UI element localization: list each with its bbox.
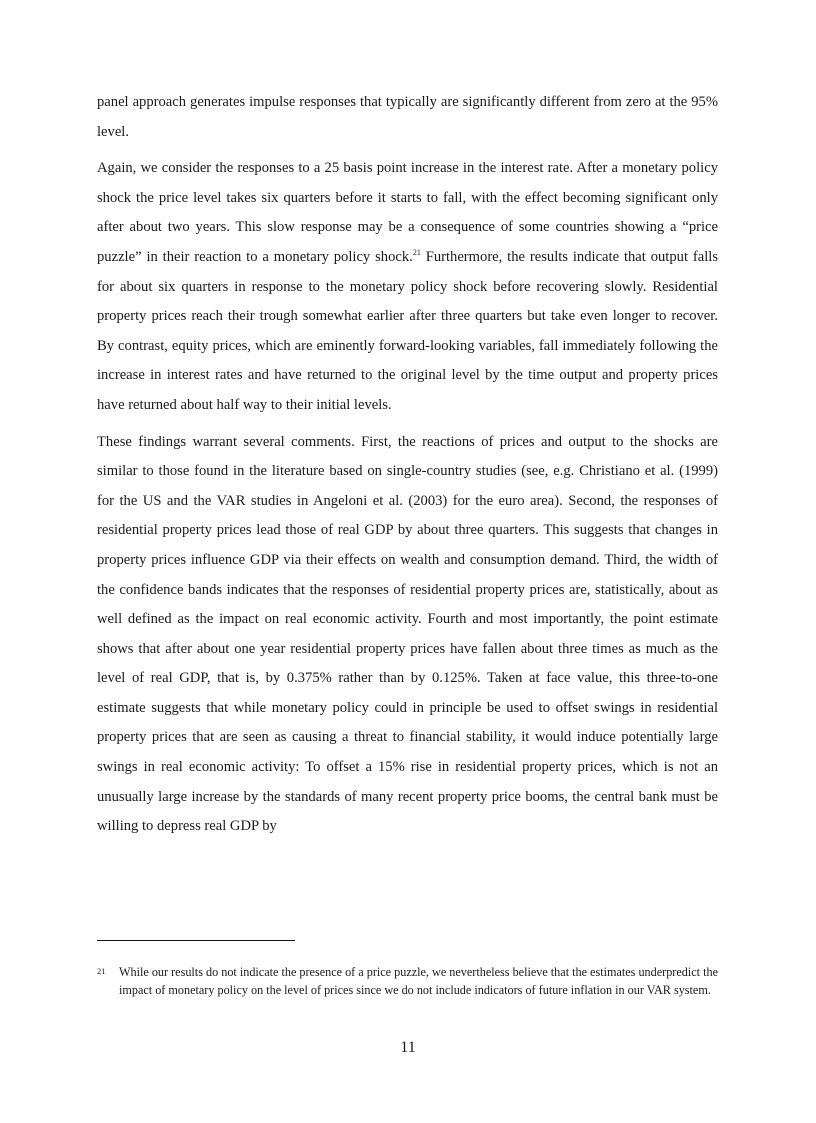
footnote-text: While our results do not indicate the presence of a price puzzle, we nevertheless believe that the estimates underpredict the impact of monetary policy on the level of prices since we do not include indicators of future inflation in our VAR system.: [119, 965, 718, 997]
footnote-21: [97, 964, 718, 999]
footnote-number: 21: [97, 966, 106, 976]
main-body: [97, 88, 718, 849]
page-number: 11: [400, 1039, 416, 1056]
paragraph-2: [97, 154, 718, 420]
footnote-reference-21[interactable]: 21: [412, 248, 421, 258]
paragraph-3: These findings warrant several comments. First, the reactions of prices and output to the shocks are similar to those found in the literature based on single-country studies (see, e.g. Christiano et al. (1999) for the US and the VAR studies in Angeloni et al. (2003) for the euro area). Second, the responses of residential property prices lead those of real GDP by about three quarters. This suggests that changes in property prices influence GDP via their effects on wealth and consumption demand. Third, the width of the confidence bands indicates that the responses of residential property prices are, statistically, about as well defined as the impact on real economic activity. Fourth and most importantly, the point estimate shows that after about one year residential property prices have fallen about three times as much as the level of real GDP, that is, by 0.375% rather than by 0.125%. Taken at face value, this three-to-one estimate suggests that while monetary policy could in principle be used to offset swings in residential property prices that are seen as causing a threat to financial stability, it would induce potentially large swings in real economic activity: To offset a 15% rise in residential property prices, which is not an unusually large increase by the standards of many recent property price booms, the central bank must be willing to depress real GDP by: [97, 433, 718, 835]
paragraph-1: panel approach generates impulse responses that typically are significantly different from zero at the 95% level.: [97, 94, 718, 140]
footnote-separator: [97, 940, 295, 941]
paragraph-2-continuation: Furthermore, the results indicate that output falls for about six quarters in response to the monetary policy shock before recovering slowly. Residential property prices reach their trough somewhat earlier after three quarters but take even longer to recover. By contrast, equity prices, which are eminently forward-looking variables, fall immediately following the increase in interest rates and have returned to the original level by the time output and property prices have returned about half way to their initial levels.: [97, 248, 719, 413]
paragraph-2-text: Again, we consider the responses to a 25 basis point increase in the interest rate. After a monetary policy shock the price level takes six quarters before it starts to fall, with the effect becoming significant only after about two years. This slow response may be a consequence of some countries showing a “price puzzle” in their reaction to a monetary policy shock.: [97, 160, 718, 265]
